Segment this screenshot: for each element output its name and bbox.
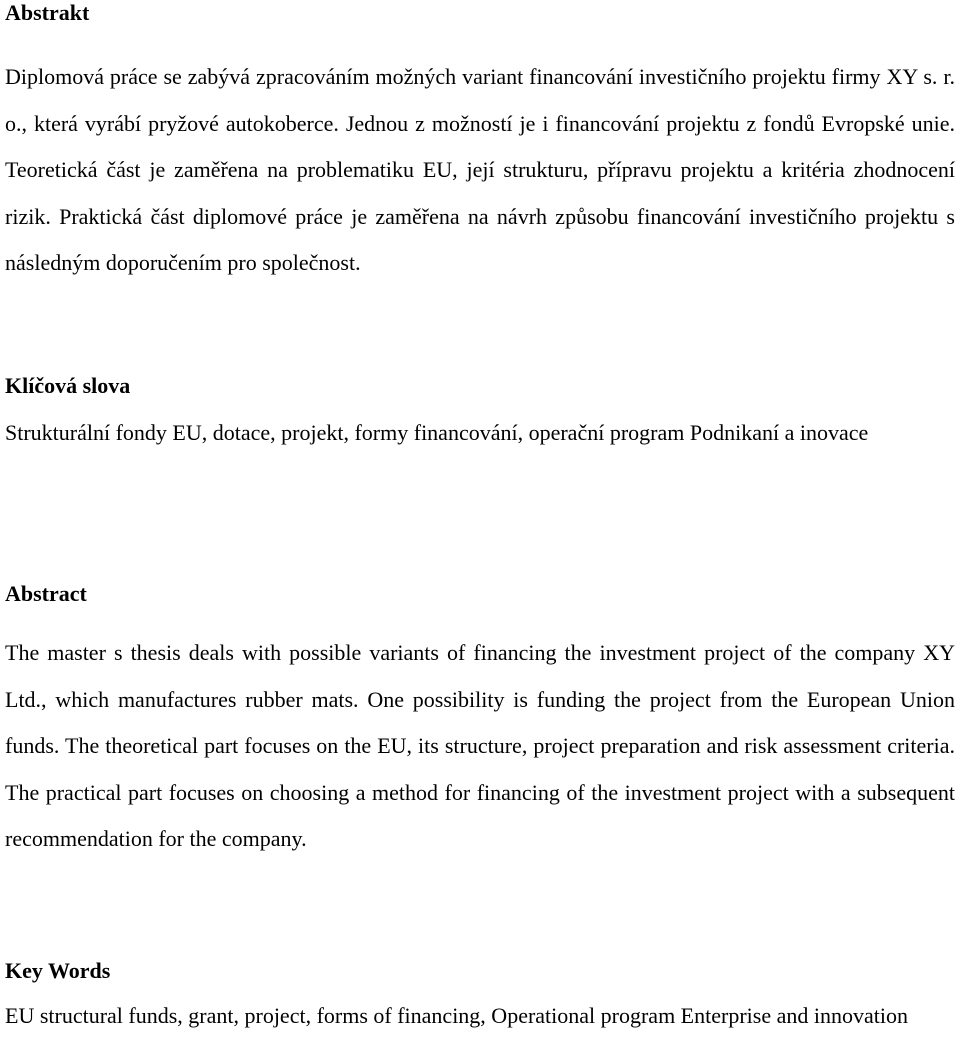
keywords-cz-text: Strukturální fondy EU, dotace, projekt, formy financování, operační program Podnikaní a inovace	[5, 420, 869, 445]
abstract-cz-text: Diplomová práce se zabývá zpracováním možných variant financování investičního projektu firmy XY s. r. o., která vyrábí pryžové autokoberce. Jednou z možností je i financování projektu z fondů Evropské unie. Teoretická část je zaměřena na problematiku EU, její strukturu, přípravu projektu a kritéria zhodnocení rizik. Praktická část diplomové práce je zaměřena na návrh způsobu financování investičního projektu s následným doporučením pro společnost.	[5, 64, 955, 275]
keywords-en-text: EU structural funds, grant, project, forms of financing, Operational program Enterprise and innovation	[5, 1003, 908, 1028]
abstract-cz-heading: Abstrakt	[5, 0, 90, 25]
abstract-en-text: The master s thesis deals with possible variants of financing the investment project of the company XY Ltd., which manufactures rubber mats. One possibility is funding the project from the European Union funds. The theoretical part focuses on the EU, its structure, project preparation and risk assessment criteria. The practical part focuses on choosing a method for financing of the investment project with a subsequent recommendation for the company.	[5, 640, 955, 851]
abstract-en-heading: Abstract	[5, 581, 87, 606]
keywords-en-heading: Key Words	[5, 958, 111, 983]
keywords-cz-heading: Klíčová slova	[5, 373, 131, 398]
